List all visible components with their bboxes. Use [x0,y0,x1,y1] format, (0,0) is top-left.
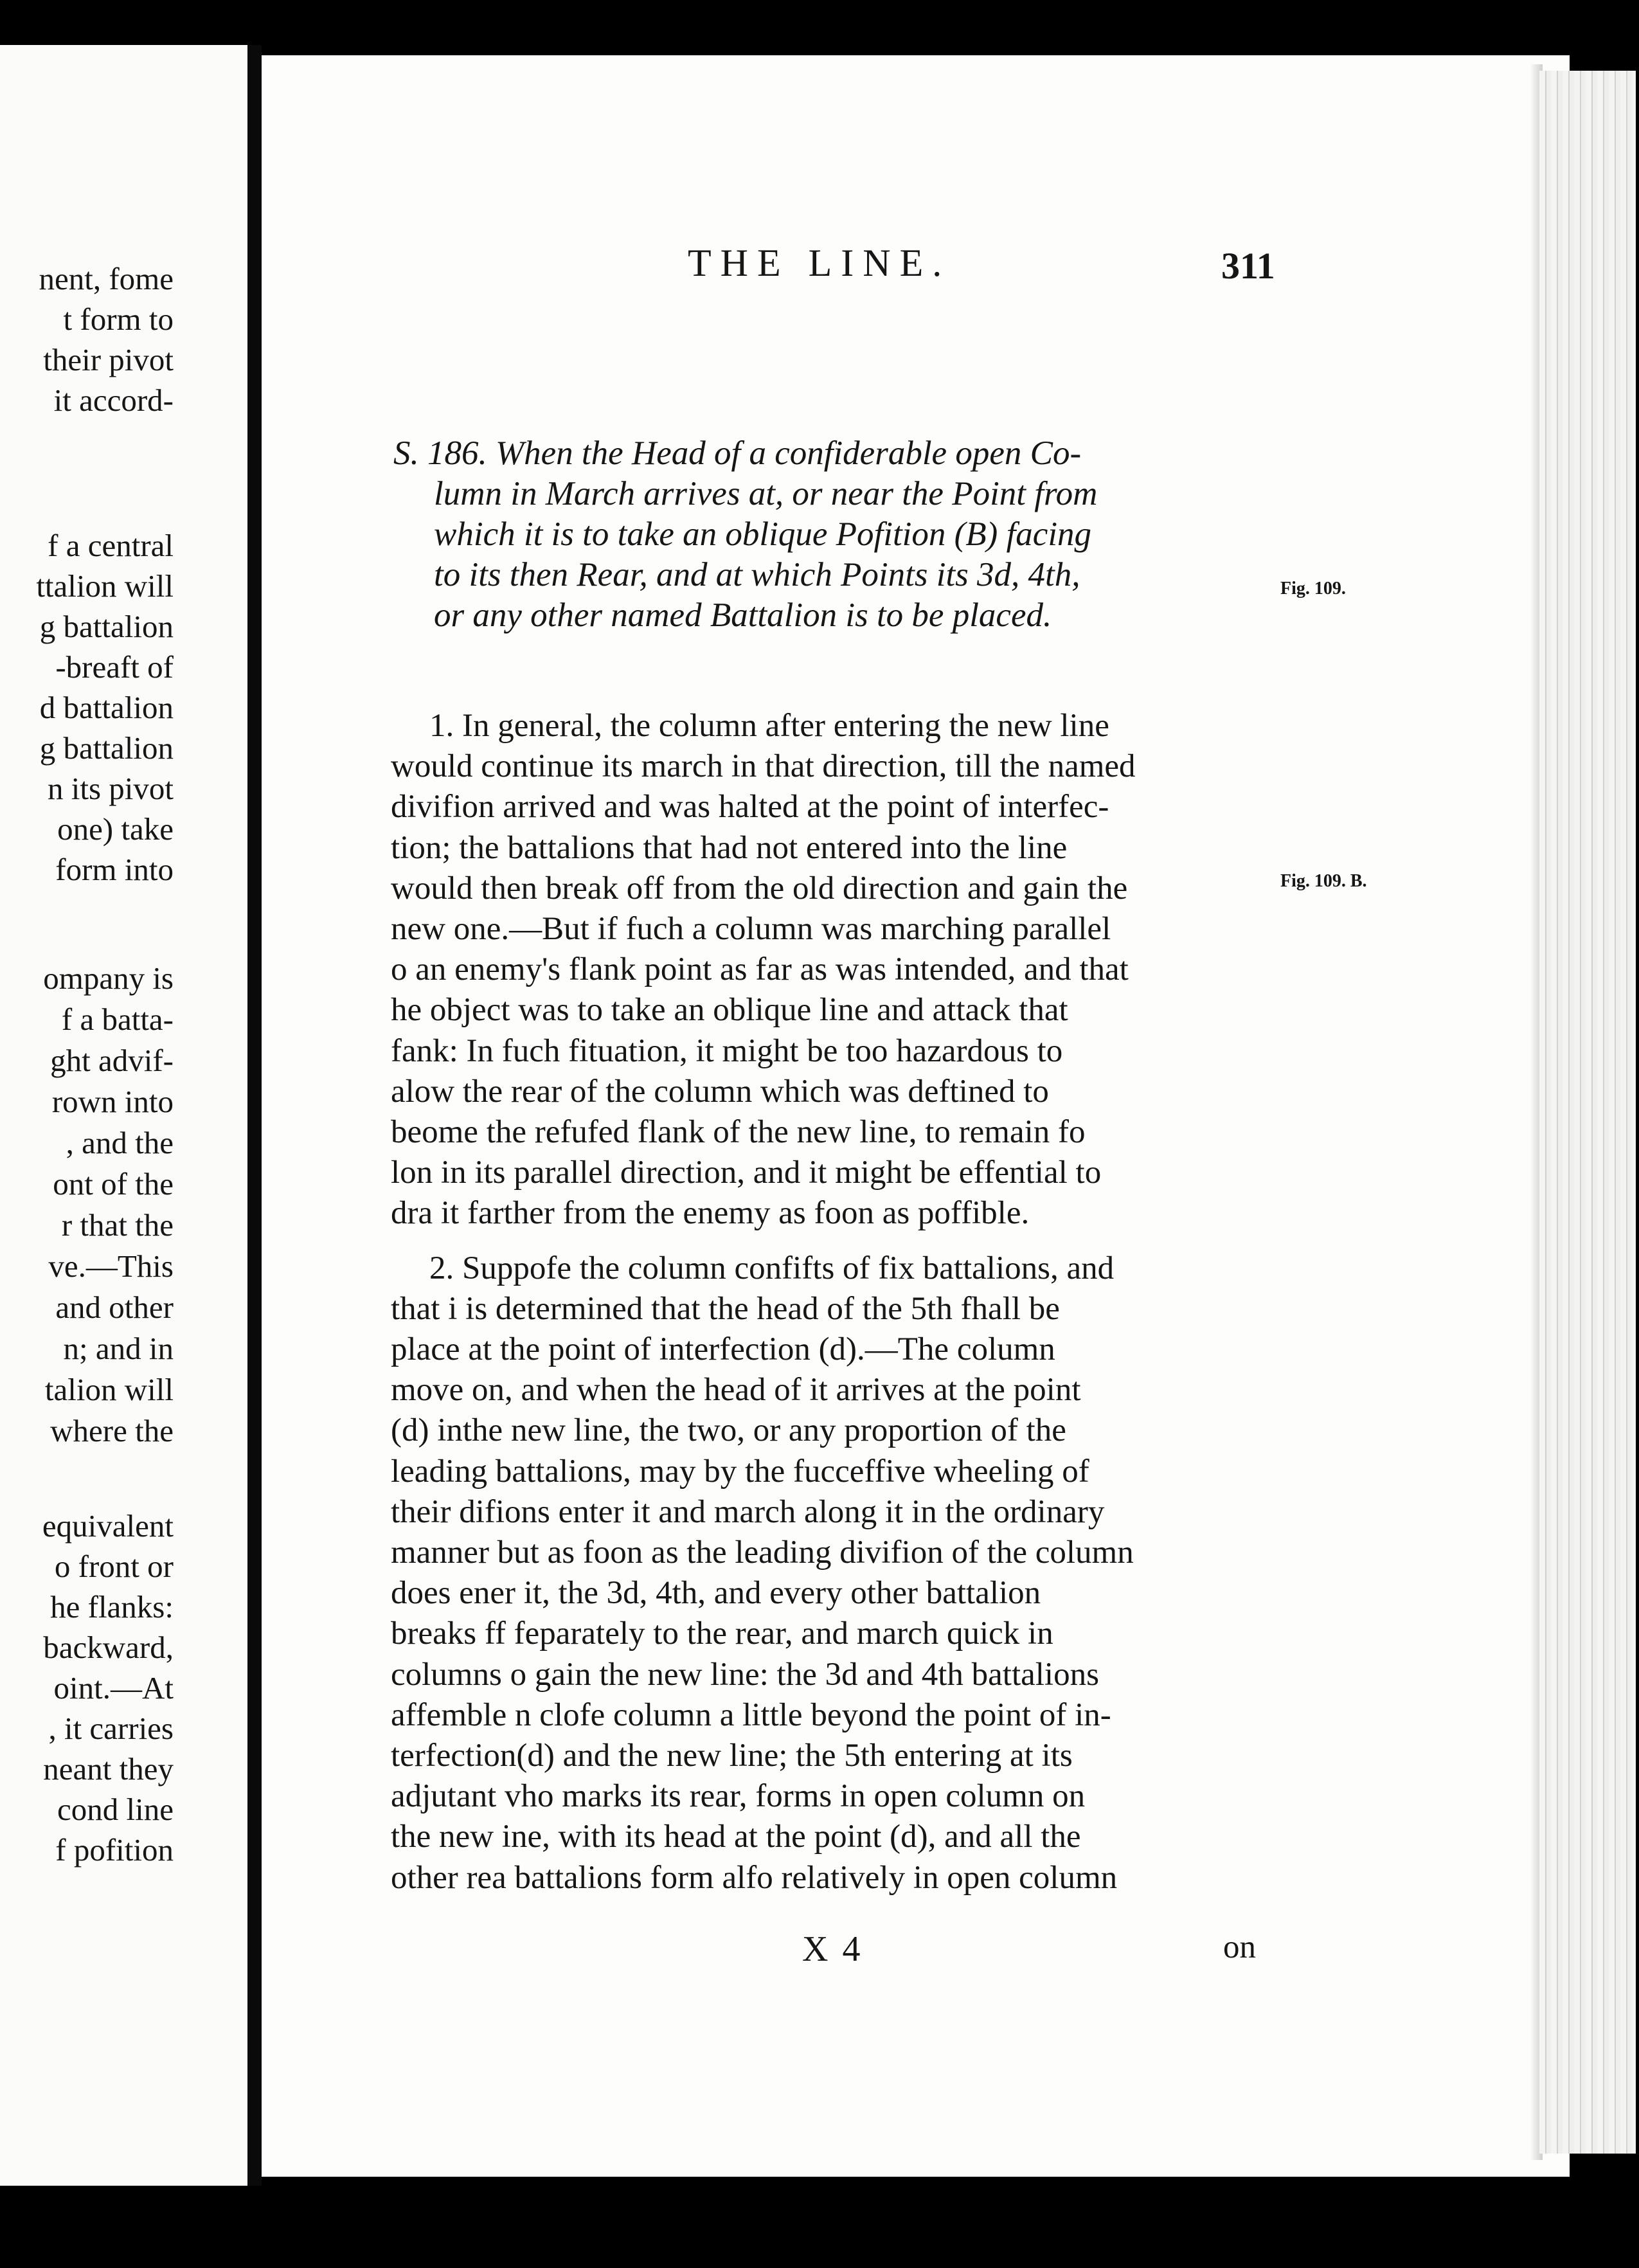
body-line: o an enemy's flank point as far as was intended, and that [391,951,1129,988]
left-page-line: their pivot [43,342,174,377]
heading-line: to its then Rear, and at which Points its 3d, 4th, [434,556,1080,593]
heading-line: S. 186. When the Head of a confiderable open Co- [393,435,1082,472]
body-line: columns o gain the new line: the 3d and 4th battalions [391,1656,1099,1693]
body-line: place at the point of interfection (d).—The column [391,1331,1055,1367]
left-page-line: equivalent [42,1508,174,1544]
body-line: lon in its parallel direction, and it might be effential to [391,1155,1102,1191]
left-page-line: ght advif- [50,1043,174,1078]
left-page-line: ttalion will [36,568,174,604]
left-page-line: and other [55,1290,174,1325]
body-line: terfection(d) and the new line; the 5th entering at its [391,1738,1073,1774]
left-page-line: n; and in [63,1331,174,1366]
book-gutter [247,45,262,2186]
left-page-line: d battalion [39,690,174,725]
body-line: does ener it, the 3d, 4th, and every other battalion [391,1575,1041,1612]
body-line: 2. Suppofe the column confifts of fix battalions, and [429,1250,1115,1286]
body-line: tion; the battalions that had not entered into the line [391,829,1068,866]
left-page-line: r that the [61,1207,174,1243]
body-line: their difions enter it and march along it in the ordinary [391,1493,1105,1530]
left-page-line: ve.—This [48,1248,174,1284]
margin-note-fig-109: Fig. 109. [1280,579,1346,598]
body-line: alow the rear of the column which was deftined to [391,1073,1049,1110]
left-page-line: g battalion [39,730,174,766]
left-page-line: f a batta- [61,1002,174,1037]
left-page-line: ont of the [53,1166,174,1202]
left-page-line: g battalion [39,609,174,644]
left-page-line: nent, fome [39,261,174,296]
margin-note-fig-109-b: Fig. 109. B. [1280,871,1367,891]
left-page-line: cond line [57,1792,174,1827]
left-page-line: neant they [43,1751,174,1787]
left-page-line: where the [50,1413,174,1448]
body-line: he object was to take an oblique line and attack that [391,992,1068,1029]
left-page-line: -breaft of [55,649,174,685]
running-head: THE LINE. [688,242,951,284]
body-line: beome the refufed flank of the new line, to remain fo [391,1114,1086,1150]
left-page-line: f a central [48,528,174,563]
left-page-line: ompany is [43,960,174,996]
left-page-line: rown into [51,1084,174,1119]
left-page-line: talion will [44,1372,174,1407]
left-page-line: he flanks: [50,1589,174,1625]
body-line: new one.—But if fuch a column was marching parallel [391,911,1111,947]
left-page-line: n its pivot [47,771,174,806]
body-line: divifion arrived and was halted at the point of interfec- [391,789,1109,825]
body-line: fank: In fuch fituation, it might be too hazardous to [391,1032,1063,1069]
left-page-line: it accord- [53,382,174,418]
page-number: 311 [1221,245,1275,287]
body-line: the new ine, with its head at the point (d), and all the [391,1819,1081,1855]
body-line: leading battalions, may by the fucceffive wheeling of [391,1453,1089,1490]
body-line: adjutant vho marks its rear, forms in open column on [391,1778,1086,1815]
body-line: breaks ff feparately to the rear, and march quick in [391,1616,1053,1652]
left-page-line: o front or [54,1549,174,1584]
body-line: dra it farther from the enemy as foon as poffible. [391,1195,1030,1232]
heading-line: lumn in March arrives at, or near the Point from [434,475,1098,512]
left-page-line: oint.—At [53,1670,174,1706]
body-line: other rea battalions form alfo relatively in open column [391,1859,1118,1896]
body-line: (d) inthe new line, the two, or any proportion of the [391,1412,1066,1449]
left-page-line: one) take [57,811,174,847]
left-page-line: , and the [66,1125,174,1160]
body-line: move on, and when the head of it arrives at the point [391,1372,1081,1408]
heading-line: or any other named Battalion is to be placed. [434,597,1052,634]
page-edges [1539,71,1636,2154]
catchword: on [1223,1929,1256,1965]
signature-mark: X 4 [802,1929,863,1969]
left-page-line: f pofition [55,1832,174,1868]
left-page-line: t form to [63,302,174,337]
left-page-line: , it carries [48,1711,174,1746]
left-page [0,45,247,2186]
body-line: 1. In general, the column after entering the new line [429,708,1109,744]
left-page-line: backward, [43,1630,174,1665]
body-line: would continue its march in that direction, till the named [391,748,1136,785]
body-line: affemble n clofe column a little beyond the point of in- [391,1697,1111,1733]
body-line: would then break off from the old direction and gain the [391,870,1128,906]
body-line: manner but as foon as the leading divifion of the column [391,1534,1134,1571]
left-page-line: form into [55,852,174,887]
heading-line: which it is to take an oblique Pofition (B) facing [434,516,1092,553]
body-line: that i is determined that the head of the 5th fhall be [391,1290,1060,1327]
